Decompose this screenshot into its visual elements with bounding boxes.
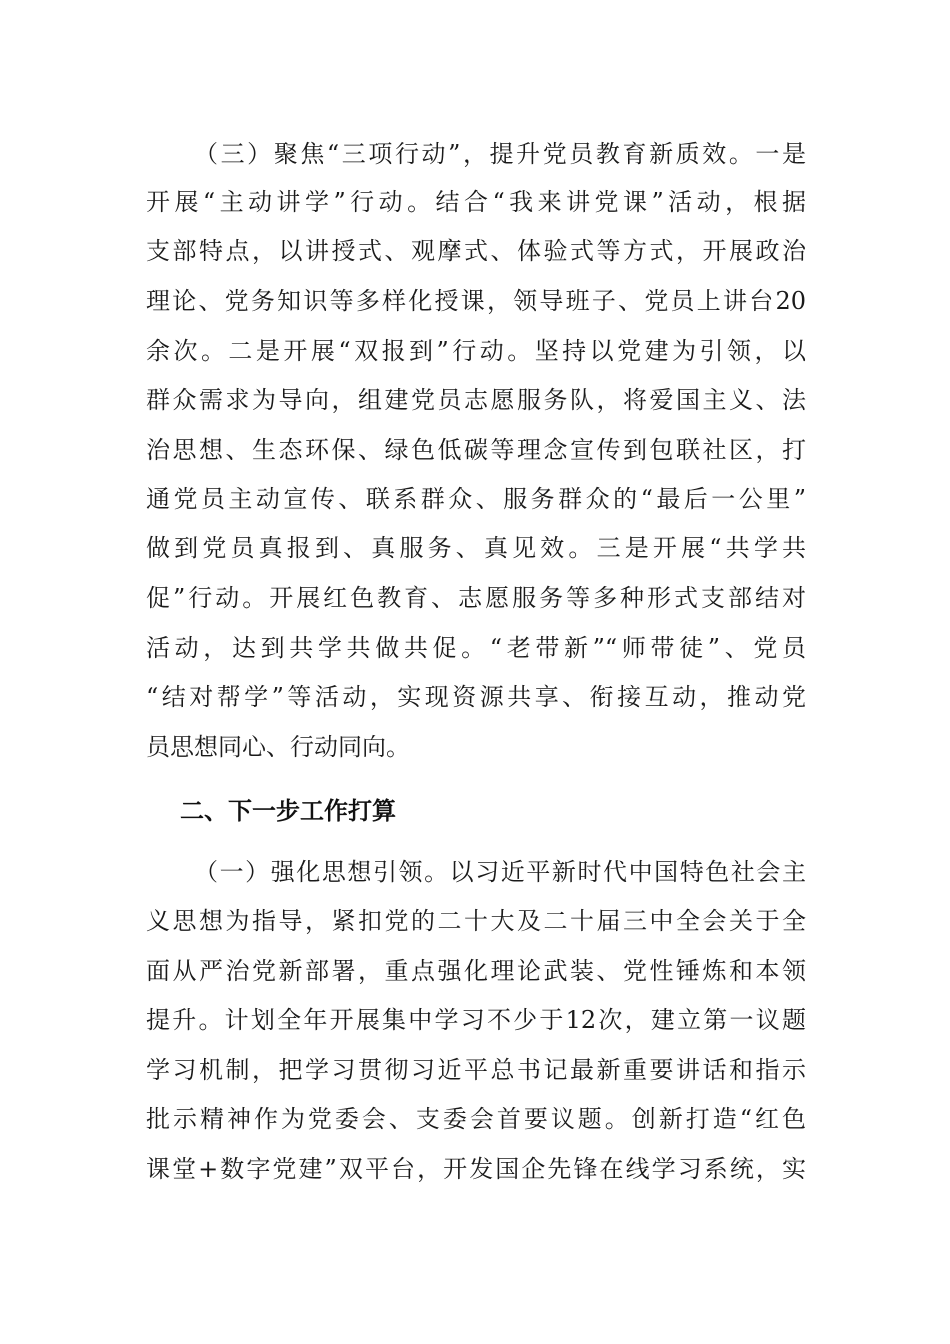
paragraph-line: 促”行动。开展红色教育、志愿服务等多种形式支部结对 <box>146 584 806 612</box>
paragraph-line: 活动，达到共学共做共促。“老带新”“师带徒”、党员 <box>146 634 806 662</box>
paragraph-line: 群众需求为导向，组建党员志愿服务队，将爱国主义、法 <box>146 386 806 414</box>
paragraph-line: 开展“主动讲学”行动。结合“我来讲党课”活动，根据 <box>146 188 806 216</box>
paragraph-line: 批示精神作为党委会、支委会首要议题。创新打造“红色 <box>146 1105 806 1133</box>
paragraph-line: （一）强化思想引领。以习近平新时代中国特色社会主 <box>194 858 806 886</box>
paragraph-line: 治思想、生态环保、绿色低碳等理念宣传到包联社区，打 <box>146 436 806 464</box>
section-heading: 二、下一步工作打算 <box>180 797 396 825</box>
paragraph-line: 余次。二是开展“双报到”行动。坚持以党建为引领，以 <box>146 337 806 365</box>
paragraph-line: 支部特点，以讲授式、观摩式、体验式等方式，开展政治 <box>146 237 806 265</box>
paragraph-line: （三）聚焦“三项行动”，提升党员教育新质效。一是 <box>194 140 806 168</box>
paragraph-line: 课堂+数字党建”双平台，开发国企先锋在线学习系统，实 <box>146 1155 806 1183</box>
paragraph-line: 学习机制，把学习贯彻习近平总书记最新重要讲话和指示 <box>146 1056 806 1084</box>
paragraph-line: 做到党员真报到、真服务、真见效。三是开展“共学共 <box>146 534 806 562</box>
paragraph-line: 提升。计划全年开展集中学习不少于12次，建立第一议题 <box>146 1006 806 1034</box>
paragraph-line: 面从严治党新部署，重点强化理论武装、党性锤炼和本领 <box>146 957 806 985</box>
paragraph-line: 义思想为指导，紧扣党的二十大及二十届三中全会关于全 <box>146 907 806 935</box>
paragraph-line: 员思想同心、行动同向。 <box>146 733 410 761</box>
paragraph-line: “结对帮学”等活动，实现资源共享、衔接互动，推动党 <box>146 683 806 711</box>
paragraph-line: 通党员主动宣传、联系群众、服务群众的“最后一公里” <box>146 485 806 513</box>
paragraph-line: 理论、党务知识等多样化授课，领导班子、党员上讲台20 <box>146 287 806 315</box>
